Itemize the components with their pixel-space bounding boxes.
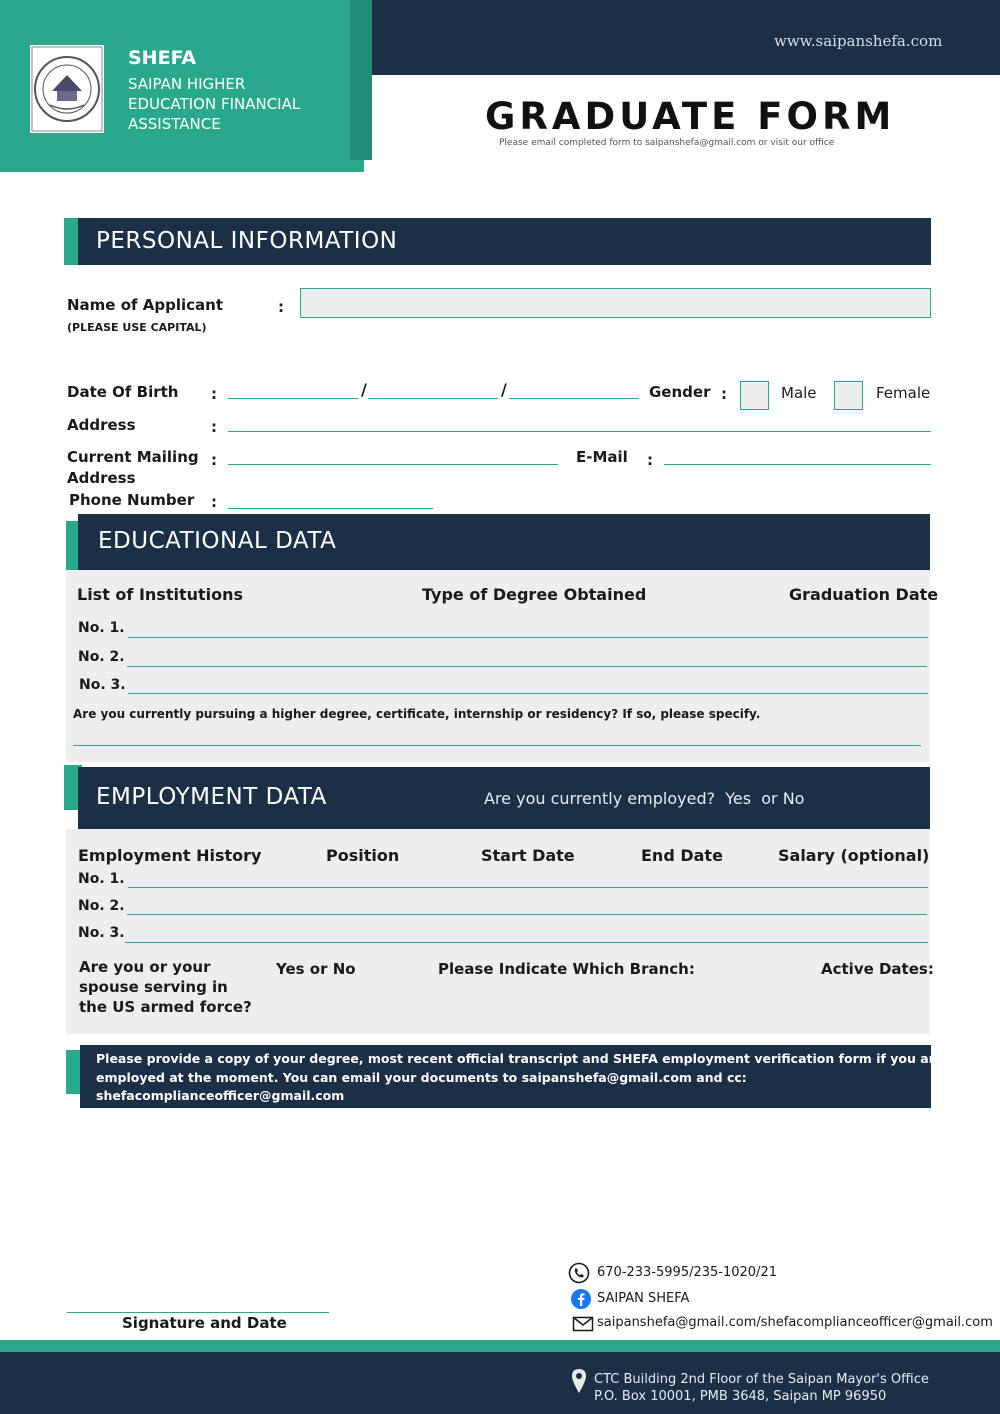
dob-label: Date Of Birth — [67, 383, 179, 401]
education-section-title: EDUCATIONAL DATA — [98, 528, 337, 554]
employment-row-field-1[interactable] — [128, 887, 928, 888]
armed-question-line-3: the US armed force? — [79, 998, 252, 1016]
education-row-label-1: No. 1. — [78, 620, 125, 636]
education-row-label-3: No. 3. — [79, 677, 126, 693]
dob-year-field[interactable] — [509, 398, 639, 399]
name-label: Name of Applicant — [67, 296, 223, 314]
website-link[interactable]: www.saipanshefa.com — [774, 32, 943, 50]
education-col-grad-date: Graduation Date — [789, 585, 939, 604]
phone-colon: : — [211, 493, 217, 511]
gender-colon: : — [721, 385, 727, 403]
education-row-field-2[interactable] — [127, 666, 927, 667]
personal-section-title: PERSONAL INFORMATION — [96, 228, 398, 254]
female-checkbox[interactable] — [834, 381, 863, 410]
employment-col-end: End Date — [641, 846, 723, 865]
signature-field[interactable] — [67, 1312, 329, 1313]
mailing-colon: : — [211, 451, 217, 469]
email-label: E-Mail — [576, 448, 628, 466]
name-colon: : — [278, 298, 284, 316]
employment-col-position: Position — [326, 846, 400, 865]
female-label: Female — [876, 384, 931, 402]
notice-line-2: employed at the moment. You can email your documents to saipanshefa@gmail.com and cc: — [96, 1070, 747, 1085]
gender-label: Gender — [649, 383, 711, 401]
armed-active-dates: Active Dates: — [821, 960, 934, 978]
org-name-line-2: EDUCATION FINANCIAL — [128, 95, 301, 113]
address-label: Address — [67, 416, 136, 434]
signature-label: Signature and Date — [122, 1314, 287, 1332]
org-name-line-3: ASSISTANCE — [128, 115, 221, 133]
pursuing-answer-field[interactable] — [73, 745, 921, 746]
envelope-icon — [572, 1313, 594, 1335]
employment-row-label-3: No. 3. — [78, 925, 125, 941]
employment-row-field-3[interactable] — [125, 942, 928, 943]
education-row-label-2: No. 2. — [78, 649, 125, 665]
mailing-label-line-1: Current Mailing — [67, 448, 199, 466]
logo-seal — [30, 45, 104, 133]
header-teal-accent — [350, 0, 372, 160]
employment-col-history: Employment History — [78, 846, 262, 865]
pursuing-question: Are you currently pursuing a higher degree, certificate, internship or residency? If so, please specify. — [73, 707, 761, 721]
footer-address-line-1: CTC Building 2nd Floor of the Saipan Mayor's Office — [594, 1372, 929, 1387]
armed-question-line-1: Are you or your — [79, 958, 211, 976]
male-checkbox[interactable] — [740, 381, 769, 410]
education-row-field-1[interactable] — [128, 637, 928, 638]
email-colon: : — [647, 451, 653, 469]
dob-slash-1: / — [361, 380, 367, 399]
phone-icon — [568, 1262, 590, 1284]
dob-colon: : — [211, 385, 217, 403]
mailing-label-line-2: Address — [67, 469, 136, 487]
employment-row-field-2[interactable] — [127, 914, 927, 915]
org-short-name: SHEFA — [128, 47, 197, 69]
education-col-degree: Type of Degree Obtained — [422, 585, 647, 604]
contact-phone: 670-233-5995/235-1020/21 — [597, 1265, 777, 1280]
education-section-accent — [66, 521, 78, 570]
footer-teal-stripe — [0, 1340, 1000, 1352]
employment-section-title: EMPLOYMENT DATA — [96, 784, 327, 810]
facebook-icon[interactable] — [570, 1288, 592, 1310]
page-subtitle: Please email completed form to saipanshefa@gmail.com or visit our office — [499, 138, 835, 148]
dob-slash-2: / — [501, 380, 507, 399]
employment-row-label-1: No. 1. — [78, 871, 125, 887]
contact-facebook[interactable]: SAIPAN SHEFA — [597, 1291, 690, 1306]
org-name-line-1: SAIPAN HIGHER — [128, 75, 246, 93]
address-colon: : — [211, 418, 217, 436]
location-pin-icon — [570, 1368, 588, 1394]
phone-label: Phone Number — [69, 491, 195, 509]
address-field[interactable] — [228, 431, 931, 432]
armed-question-line-2: spouse serving in — [79, 978, 228, 996]
notice-line-1: Please provide a copy of your degree, most recent official transcript and SHEFA employment verification form if you are — [96, 1051, 944, 1066]
employment-col-salary: Salary (optional) — [778, 846, 930, 865]
armed-yes-no: Yes or No — [276, 960, 356, 978]
employed-question: Are you currently employed? Yes or No — [484, 789, 805, 808]
employment-row-label-2: No. 2. — [78, 898, 125, 914]
mailing-address-field[interactable] — [228, 464, 558, 465]
dob-day-field[interactable] — [368, 398, 498, 399]
education-row-field-3[interactable] — [128, 693, 928, 694]
personal-section-accent — [64, 218, 78, 265]
page-title: GRADUATE FORM — [485, 95, 896, 138]
notice-line-3: shefacomplianceofficer@gmail.com — [96, 1088, 345, 1103]
contact-email[interactable]: saipanshefa@gmail.com/shefacomplianceofficer@gmail.com — [597, 1315, 993, 1330]
name-input[interactable] — [300, 288, 931, 318]
employment-col-start: Start Date — [481, 846, 575, 865]
phone-field[interactable] — [228, 508, 433, 509]
email-field[interactable] — [664, 464, 931, 465]
dob-month-field[interactable] — [228, 398, 358, 399]
footer-address-line-2: P.O. Box 10001, PMB 3648, Saipan MP 96950 — [594, 1389, 887, 1404]
name-note: (PLEASE USE CAPITAL) — [67, 321, 207, 334]
armed-branch: Please Indicate Which Branch: — [438, 960, 695, 978]
male-label: Male — [781, 384, 817, 402]
education-col-institutions: List of Institutions — [77, 585, 244, 604]
